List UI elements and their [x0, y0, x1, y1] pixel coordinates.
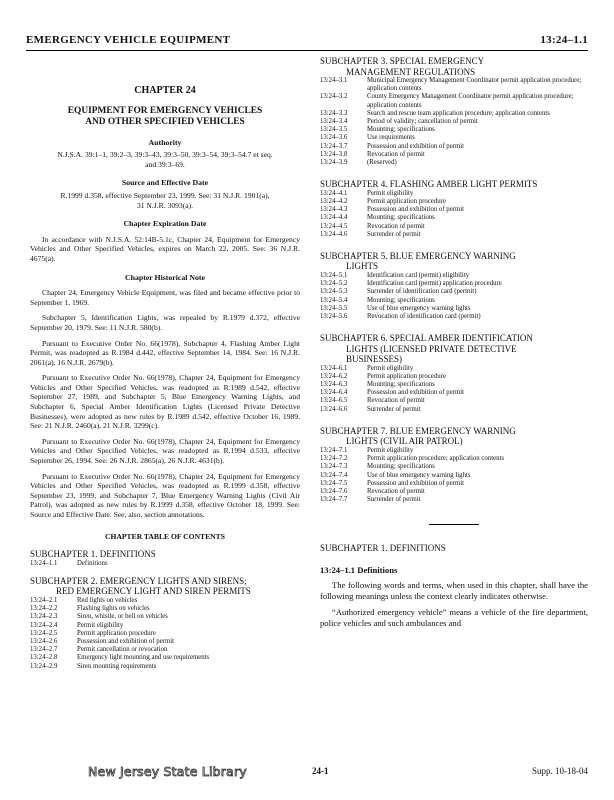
toc-row — [320, 389, 588, 397]
subchapter-title-line: RED EMERGENCY LIGHT AND SIREN PERMITS — [56, 586, 251, 597]
toc-number: 13:24–7.7 — [320, 496, 348, 504]
history-para: Pursuant to Executive Order No. 66(1978), Chapter 24, Equipment for Emergency Vehicles and Other Specified Vehicles, was readopted as R.1999 d.358, effective September 23, 1999, and Subchapter 7, Blue Emergency Warning Lights (Civil Air Patrol), was adopted as new rules by R.1999 d.358, effective October 18, 1999. See: Source and Effective Date. See, also, section annotations. — [30, 471, 300, 519]
toc-number: 13:24–7.1 — [320, 446, 348, 454]
right-column — [320, 52, 588, 629]
toc-row — [320, 373, 588, 381]
toc-label: Possession and exhibition of permit — [77, 637, 175, 645]
toc-label: Revocation of identification card (permit) — [367, 312, 481, 320]
toc-label: Revocation of permit — [367, 397, 425, 405]
toc-label: Municipal Emergency Management Coordinator permit application procedure; application contents — [367, 77, 582, 93]
history-para: Pursuant to Executive Order No. 66(1978), Chapter 24, Equipment for Emergency Vehicles and Other Specified Vehicles, was readopted as R.1989 d.542, effective September 27, 1989, and Subchapter 5, Blue Emergency Warning Lights, and Subchapter 6, Special Amber Identification Lights (Licensed Private Detective Businesses), were adopted as new rules by R.1989 d.542, effective October 16, 1989. See: 21 N.J.R. 2460(a), 21 N.J.R. 3299(c). — [30, 373, 300, 431]
toc-number: 13:24–3.8 — [320, 150, 348, 158]
toc-label: Emergency light mounting and use requirements — [77, 654, 210, 662]
toc-label: Mounting; specifications — [367, 463, 435, 471]
toc-number: 13:24–7.3 — [320, 463, 348, 471]
toc-label: Identification card (permit) application procedure — [367, 280, 502, 288]
toc-number: 13:24–4.4 — [320, 214, 348, 222]
toc-label: Red lights on vehicles — [77, 596, 138, 604]
chapter-title: EQUIPMENT FOR EMERGENCY VEHICLES AND OTHER SPECIFIED VEHICLES — [67, 105, 263, 128]
toc-row — [320, 272, 588, 280]
toc-number: 13:24–4.2 — [320, 197, 348, 205]
toc-number: 13:24–2.5 — [30, 629, 58, 637]
toc-label: Definitions — [77, 559, 108, 567]
toc-row — [320, 231, 588, 239]
toc-label: Permit application procedure — [77, 629, 156, 637]
toc-row — [320, 198, 588, 206]
page-number: 24-1 — [312, 766, 329, 776]
toc-label: Permit eligibility — [367, 446, 414, 454]
toc-number: 13:24–2.2 — [30, 605, 58, 613]
subchapter-7-title — [320, 426, 588, 447]
toc-row — [320, 488, 588, 496]
expiration-heading: Chapter Expiration Date — [123, 219, 207, 229]
subchapter-title-line: SUBCHAPTER 7. BLUE EMERGENCY WARNING — [320, 425, 516, 436]
history-para: Pursuant to Executive Order No. 66(1978), Subchapter 4, Flashing Amber Light Permit, was readopted as R.1984 d.442, effective September 14, 1984. See: 16 N.J.R. 2061(a), 16 N.J.R. 2679(b). — [30, 338, 300, 367]
toc-row — [320, 110, 588, 118]
toc-row — [30, 605, 300, 613]
toc-label: Permit application procedure — [367, 372, 446, 380]
toc-row — [30, 597, 300, 605]
subchapter-title-line: LIGHTS — [346, 261, 378, 272]
subchapter-4-title: SUBCHAPTER 4. FLASHING AMBER LIGHT PERMITS — [320, 179, 538, 190]
toc-row — [320, 381, 588, 389]
toc-row — [320, 143, 588, 151]
toc-number: 13:24–3.2 — [320, 93, 348, 101]
toc-number: 13:24–2.7 — [30, 646, 58, 654]
toc-label: Revocation of permit — [367, 150, 425, 158]
history-para: Pursuant to Executive Order No. 66(1978), Chapter 24, Equipment for Emergency Vehicles and Other Specified Vehicles, was readopted as R.1994 d.533, effective September 26, 1994. See: 26 N.J.R. 2865(a), 26 N.J.R. 4631(b). — [30, 436, 300, 466]
subchapter-2-title — [30, 576, 300, 597]
history-para: Subchapter 5, Identification Lights, was repealed by R.1979 d.372, effective September 20, 1979. See: 11 N.J.R. 580(b). — [30, 313, 300, 332]
toc-label: Permit eligibility — [77, 621, 124, 629]
subchapter-1-heading: SUBCHAPTER 1. DEFINITIONS — [320, 543, 446, 554]
toc-row — [320, 118, 588, 126]
toc-number: 13:24–5.2 — [320, 280, 348, 288]
toc-row — [320, 365, 588, 373]
subchapter-title-line: SUBCHAPTER 6. SPECIAL AMBER IDENTIFICATION — [320, 333, 533, 344]
toc-number: 13:24–7.4 — [320, 471, 348, 479]
library-stamp: New Jersey State Library — [88, 764, 247, 779]
toc-row — [320, 305, 588, 313]
toc-row — [320, 214, 588, 222]
toc-label: Mounting; specifications — [367, 214, 435, 222]
toc-number: 13:24–2.9 — [30, 662, 58, 670]
toc-row — [320, 496, 588, 504]
toc-number: 13:24–3.1 — [320, 77, 348, 84]
toc-row — [320, 77, 588, 93]
toc-row — [30, 560, 300, 568]
toc-row — [30, 638, 300, 646]
subchapter-title-line: LIGHTS (CIVIL AIR PATROL) — [346, 436, 463, 447]
subchapter-title-line: SUBCHAPTER 5. BLUE EMERGENCY WARNING — [320, 250, 516, 261]
header-title: EMERGENCY VEHICLE EQUIPMENT — [26, 34, 231, 46]
toc-label: Identification card (permit) eligibility — [367, 271, 470, 279]
section-heading: 13:24–1.1 Definitions — [320, 564, 398, 575]
toc-number: 13:24–5.4 — [320, 296, 348, 304]
toc-label: Use requirements — [367, 134, 415, 142]
history-heading: Chapter Historical Note — [125, 272, 205, 282]
toc-label: Search and rescue team application procedure; application contents — [367, 109, 550, 117]
toc-label: Possession and exhibition of permit — [367, 389, 465, 397]
toc-number: 13:24–4.6 — [320, 230, 348, 238]
toc-label: Mounting; specifications — [367, 296, 435, 304]
toc-row — [320, 151, 588, 159]
body-paragraph: The following words and terms, when used in this chapter, shall have the following meanings unless the context clearly indicates otherwise. — [320, 580, 588, 602]
toc-number: 13:24–2.1 — [30, 596, 58, 604]
subchapter-title-line: MANAGEMENT REGULATIONS — [346, 66, 476, 77]
toc-row — [320, 134, 588, 142]
toc-row — [320, 223, 588, 231]
running-header — [26, 34, 588, 48]
subchapter-6-title — [320, 333, 588, 365]
toc-number: 13:24–7.6 — [320, 487, 348, 495]
toc-number: 13:24–6.6 — [320, 405, 348, 413]
toc-label: Flashing lights on vehicles — [77, 605, 150, 613]
toc-label: Possession and exhibition of permit — [367, 479, 465, 487]
toc-number: 13:24–3.5 — [320, 126, 348, 134]
toc-row — [30, 646, 300, 654]
toc-number: 13:24–4.3 — [320, 206, 348, 214]
toc-row — [320, 313, 588, 321]
toc-label: (Reserved) — [367, 159, 397, 167]
toc-number: 13:24–4.5 — [320, 222, 348, 230]
toc-row — [320, 472, 588, 480]
expiration-text: In accordance with N.J.S.A. 52:14B-5.1c, Chapter 24, Equipment for Emergency Vehicles and Other Specified Vehicles, expires on March 22, 2005. See: 36 N.J.R. 4675(a). — [30, 234, 300, 263]
toc-row — [320, 190, 588, 198]
toc-row — [320, 463, 588, 471]
toc-number: 13:24–2.6 — [30, 637, 58, 645]
toc-number: 13:24–2.4 — [30, 621, 58, 629]
toc-row — [320, 126, 588, 134]
toc-label: Surrender of permit — [367, 496, 421, 504]
toc-number: 13:24–3.9 — [320, 159, 348, 167]
toc-label: Permit eligibility — [367, 364, 414, 372]
toc-label: Use of blue emergency warning lights — [367, 304, 471, 312]
history-para: Chapter 24, Emergency Vehicle Equipment, was filed and became effective prior to September 1, 1969. — [30, 288, 300, 307]
toc-row — [320, 288, 588, 296]
toc-row — [320, 280, 588, 288]
toc-label: Surrender of permit — [367, 405, 421, 413]
toc-number: 13:24–5.1 — [320, 271, 348, 279]
toc-number: 13:24–7.2 — [320, 455, 348, 463]
toc-label: County Emergency Management Coordinator permit application procedure; application contents — [367, 93, 574, 109]
toc-label: Siren mounting requirements — [77, 662, 157, 670]
authority-text: N.J.S.A. 39:1–1, 39:2–3, 39:3–43, 39:3–50, 39:3–54, 39:3–54.7 et seq. and 39:3–69. — [57, 150, 273, 169]
toc-number: 13:24–3.7 — [320, 142, 348, 150]
toc-label: Siren, whistle, or bell on vehicles — [77, 613, 168, 621]
toc-label: Permit eligibility — [367, 189, 414, 197]
page-footer — [26, 762, 588, 782]
body-paragraph: “Authorized emergency vehicle” means a vehicle of the fire department, police vehicles and such ambulances and — [320, 607, 588, 629]
toc-number: 13:24–3.3 — [320, 109, 348, 117]
chapter-number: CHAPTER 24 — [134, 85, 196, 96]
toc-row — [30, 613, 300, 621]
left-column — [30, 58, 300, 671]
toc-label: Permit application procedure — [367, 197, 446, 205]
toc-label: Possession and exhibition of permit — [367, 142, 465, 150]
toc-label: Revocation of permit — [367, 487, 425, 495]
toc-label: Permit cancellation or revocation — [77, 646, 168, 654]
supplement-date: Supp. 10-18-04 — [532, 766, 588, 776]
toc-row — [320, 93, 588, 109]
toc-label: Use of blue emergency warning lights — [367, 471, 471, 479]
toc-title: CHAPTER TABLE OF CONTENTS — [105, 531, 225, 541]
header-section: 13:24–1.1 — [540, 34, 588, 46]
subchapter-title-line: SUBCHAPTER 3. SPECIAL EMERGENCY — [320, 56, 485, 66]
toc-label: Possession and exhibition of permit — [367, 206, 465, 214]
toc-number: 13:24–4.1 — [320, 189, 348, 197]
toc-label: Mounting; specifications — [367, 126, 435, 134]
toc-number: 13:24–6.5 — [320, 397, 348, 405]
subchapter-title-line: LIGHTS (LICENSED PRIVATE DETECTIVE — [346, 343, 517, 354]
toc-row — [30, 654, 300, 662]
toc-row — [320, 397, 588, 405]
toc-number: 13:24–5.6 — [320, 312, 348, 320]
source-text: R.1999 d.358, effective September 23, 1999. See: 31 N.J.R. 1901(a), 31 N.J.R. 3093(a). — [60, 190, 270, 210]
toc-number: 13:24–1.1 — [30, 559, 58, 567]
toc-number: 13:24–6.3 — [320, 381, 348, 389]
subchapter-3-title — [320, 56, 588, 77]
section-divider — [429, 524, 479, 525]
toc-row — [320, 206, 588, 214]
toc-row — [320, 406, 588, 414]
toc-number: 13:24–7.5 — [320, 479, 348, 487]
subchapter-title-line: BUSINESSES) — [346, 354, 403, 365]
toc-row — [320, 455, 588, 463]
subchapter-5-title — [320, 251, 588, 272]
header-rule — [26, 50, 588, 51]
toc-number: 13:24–6.4 — [320, 389, 348, 397]
toc-label: Surrender of permit — [367, 230, 421, 238]
toc-label: Permit application procedure; application contents — [367, 455, 505, 463]
toc-number: 13:24–6.1 — [320, 364, 348, 372]
source-heading: Source and Effective Date — [121, 178, 209, 188]
toc-row — [320, 297, 588, 305]
authority-heading: Authority — [148, 137, 182, 147]
toc-row — [30, 663, 300, 671]
toc-label: Period of validity; cancellation of permit — [367, 118, 478, 126]
toc-row — [320, 447, 588, 455]
toc-number: 13:24–3.4 — [320, 118, 348, 126]
toc-row — [320, 480, 588, 488]
toc-number: 13:24–5.3 — [320, 288, 348, 296]
toc-row — [30, 630, 300, 638]
toc-number: 13:24–2.8 — [30, 654, 58, 662]
toc-number: 13:24–5.5 — [320, 304, 348, 312]
subchapter-1-title: SUBCHAPTER 1. DEFINITIONS — [30, 549, 156, 560]
toc-row — [30, 622, 300, 630]
toc-label: Revocation of permit — [367, 222, 425, 230]
toc-number: 13:24–6.2 — [320, 372, 348, 380]
toc-label: Mounting; specifications — [367, 381, 435, 389]
toc-label: Surrender of identification card (permit) — [367, 288, 477, 296]
toc-number: 13:24–2.3 — [30, 613, 58, 621]
toc-number: 13:24–3.6 — [320, 134, 348, 142]
toc-row — [320, 159, 588, 167]
subchapter-title-line: SUBCHAPTER 2. EMERGENCY LIGHTS AND SIRENS; — [30, 575, 247, 586]
